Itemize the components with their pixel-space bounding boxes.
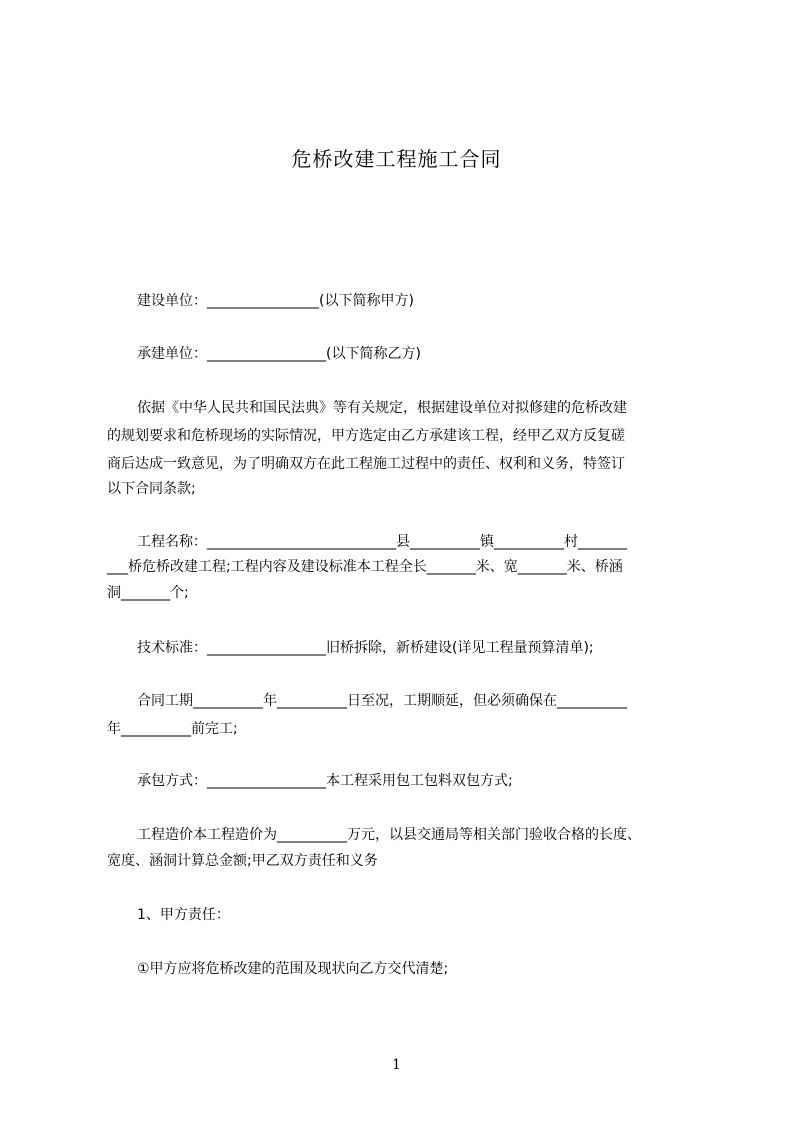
contract-period-line-2: 年__________前完工; [107,721,238,737]
preamble-line-2: 的规划要求和危桥现场的实际情况，甲方选定由乙方承建该工程，经甲乙双方反复磋 [107,428,625,444]
project-cost-line-1: 工程造价本工程造价为__________万元，以县交通局等相关部门验收合格的长度、 [137,827,641,843]
preamble-line-4: 以下合同条款; [107,481,196,497]
contracting-method-line: 承包方式：_________________本工程采用包工包料双包方式; [137,773,513,789]
project-name-line-2: ___桥危桥改建工程;工程内容及建设标准本工程全长_______米、宽_______米、桥涵 [107,559,623,575]
contract-period-line-1: 合同工期__________年__________日至况，工期顺延，但必须确保在__________ [137,693,627,709]
preamble-line-3: 商后达成一致意见，为了明确双方在此工程施工过程中的责任、权利和义务，特签订 [107,456,625,472]
project-name-line-3: 洞_______个; [107,585,189,601]
party-b-line: 承建单位：_________________(以下简称乙方) [137,346,421,362]
party-a-line: 建设单位：________________(以下简称甲方) [137,293,414,309]
preamble-line-1: 依据《中华人民共和国民法典》等有关规定，根据建设单位对拟修建的危桥改建 [137,400,627,416]
party-a-duties-heading: 1、甲方责任： [137,907,230,923]
party-a-duty-1: ①甲方应将危桥改建的范围及现状向乙方交代清楚; [137,961,449,977]
page-number: 1 [392,1057,401,1073]
document-title: 危桥改建工程施工合同 [291,147,502,171]
project-name-line-1: 工程名称：___________________________县__________镇__________村_______ [137,534,627,550]
project-cost-line-2: 宽度、涵洞计算总金额;甲乙双方责任和义务 [107,853,378,869]
tech-standard-line: 技术标准：_________________旧桥拆除，新桥建设(详见工程量预算清单); [137,640,594,656]
